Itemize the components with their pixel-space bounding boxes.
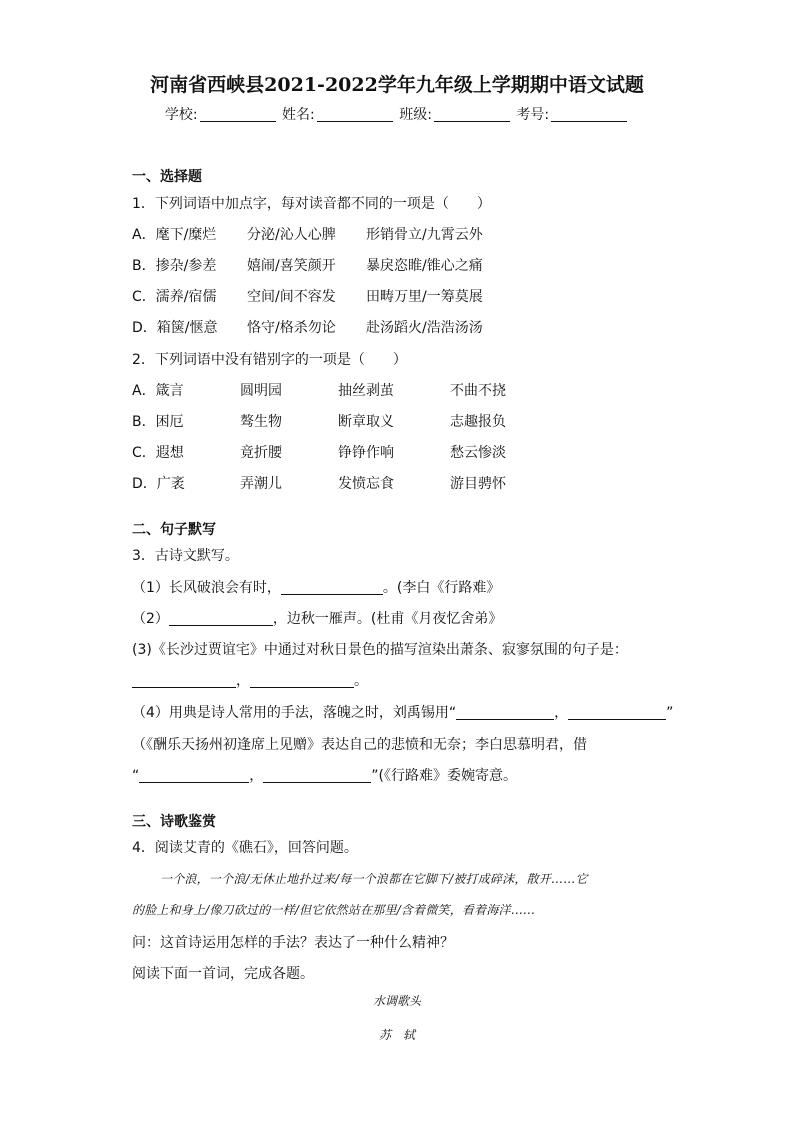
option-text: 形销骨立/九霄云外 xyxy=(366,227,483,243)
option-text: 游目骋怀 xyxy=(450,476,506,492)
number-label: 考号: xyxy=(516,107,550,123)
fill-blank[interactable] xyxy=(568,705,666,720)
question-3: 3．古诗文默写。 xyxy=(132,548,239,564)
reading-instruction: 阅读下面一首词，完成各题。 xyxy=(132,966,314,982)
poem-author: 苏 轼 xyxy=(378,1028,415,1042)
question-4: 4．阅读艾青的《礁石》，回答问题。 xyxy=(132,840,358,856)
poem-text: 一个浪，一个浪/无休止地扑过来/每一个浪都在它脚下/被打成碎沫，散开……它 xyxy=(160,872,588,886)
recitation-line-4 xyxy=(132,702,673,722)
option-text: 抽丝剥茧 xyxy=(338,383,394,399)
q2-option-a[interactable]: A．箴言 xyxy=(132,383,184,399)
line-text: 。(李白《行路难》 xyxy=(382,580,501,596)
option-text: 嬉闹/喜笑颜开 xyxy=(247,258,336,274)
q2-option-b[interactable]: B．困厄 xyxy=(132,414,184,430)
number-blank[interactable] xyxy=(551,107,627,122)
punctuation: ” xyxy=(666,705,674,721)
line-text: （1）长风破浪会有时， xyxy=(132,580,281,596)
option-text: 暴戾恣睢/锥心之痛 xyxy=(366,258,483,274)
line-text: ，边秋一雁声。(杜甫《月夜忆舍弟》 xyxy=(272,611,503,627)
q1-option-c[interactable]: C．濡养/宿儒 xyxy=(132,289,217,305)
option-text: 圆明园 xyxy=(240,383,282,399)
punctuation: ， xyxy=(249,768,264,784)
option-text: 竟折腰 xyxy=(240,445,282,461)
poem-text: 的脸上和身上/像刀砍过的一样/但它依然站在那里/含着微笑，看着海洋…… xyxy=(132,903,536,917)
recitation-line-3-answer xyxy=(132,670,368,690)
q1-option-d[interactable]: D．箱箧/惬意 xyxy=(132,320,218,336)
option-text: 弄潮儿 xyxy=(240,476,282,492)
line-text: ”(《行路难》委婉寄意。 xyxy=(371,768,517,784)
option-text: 断章取义 xyxy=(338,414,394,430)
q1-option-b[interactable]: B．掺杂/参差 xyxy=(132,258,217,274)
question-2: 2．下列词语中没有错别字的一项是（ ） xyxy=(132,352,407,368)
option-text: 骜生物 xyxy=(240,414,282,430)
name-label: 姓名: xyxy=(282,107,315,123)
recitation-line-1 xyxy=(132,577,500,597)
option-text: 恪守/格杀勿论 xyxy=(247,320,336,336)
option-text: 田畴万里/一筹莫展 xyxy=(366,289,483,305)
option-text: 赴汤蹈火/浩浩汤汤 xyxy=(366,320,483,336)
poem-question: 问：这首诗运用怎样的手法？表达了一种什么精神？ xyxy=(132,935,454,951)
option-text: 铮铮作响 xyxy=(338,445,394,461)
class-label: 班级: xyxy=(399,107,432,123)
fill-blank[interactable] xyxy=(281,580,383,595)
line-text: （2） xyxy=(132,611,169,627)
option-text: 空间/间不容发 xyxy=(247,289,336,305)
punctuation: 。 xyxy=(354,673,368,689)
line-text: （4）用典是诗人常用的手法，落魄之时，刘禹锡用“ xyxy=(132,705,457,721)
fill-blank[interactable] xyxy=(456,705,554,720)
page-title: 河南省西峡县2021-2022学年九年级上学期期中语文试题 xyxy=(150,74,644,96)
class-blank[interactable] xyxy=(434,107,510,122)
fill-blank[interactable] xyxy=(169,611,273,626)
q1-option-a[interactable]: A．麾下/糜烂 xyxy=(132,227,217,243)
section-heading: 三、诗歌鉴赏 xyxy=(132,814,216,830)
section-heading: 二、句子默写 xyxy=(132,522,216,538)
section-heading: 一、选择题 xyxy=(132,169,202,185)
school-label: 学校: xyxy=(164,107,198,123)
option-text: 愁云惨淡 xyxy=(450,445,506,461)
fill-blank[interactable] xyxy=(139,768,249,783)
student-info-line xyxy=(0,104,794,124)
option-text: 分泌/沁人心脾 xyxy=(247,227,336,243)
punctuation: “ xyxy=(132,768,140,784)
fill-blank[interactable] xyxy=(263,768,371,783)
fill-blank[interactable] xyxy=(132,673,236,688)
recitation-line-2 xyxy=(132,608,502,628)
recitation-line-6 xyxy=(132,765,517,785)
punctuation: ， xyxy=(554,705,569,721)
school-blank[interactable] xyxy=(200,107,276,122)
option-text: 志趣报负 xyxy=(450,414,506,430)
q2-option-d[interactable]: D．广袤 xyxy=(132,476,185,492)
name-blank[interactable] xyxy=(317,107,393,122)
recitation-line-3: (3)《长沙过贾谊宅》中通过对秋日景色的描写渲染出萧条、寂寥氛围的句子是： xyxy=(132,642,628,658)
punctuation: ， xyxy=(236,673,250,689)
option-text: 发愤忘食 xyxy=(338,476,394,492)
question-1: 1．下列词语中加点字，每对读音都不同的一项是（ ） xyxy=(132,196,491,212)
poem-title: 水调歌头 xyxy=(372,994,421,1008)
recitation-line-5: （《酬乐天扬州初逢席上见赠》表达自己的悲愤和无奈；李白思慕明君，借 xyxy=(132,737,587,753)
option-text: 不曲不挠 xyxy=(450,383,506,399)
q2-option-c[interactable]: C．遐想 xyxy=(132,445,184,461)
fill-blank[interactable] xyxy=(250,673,354,688)
